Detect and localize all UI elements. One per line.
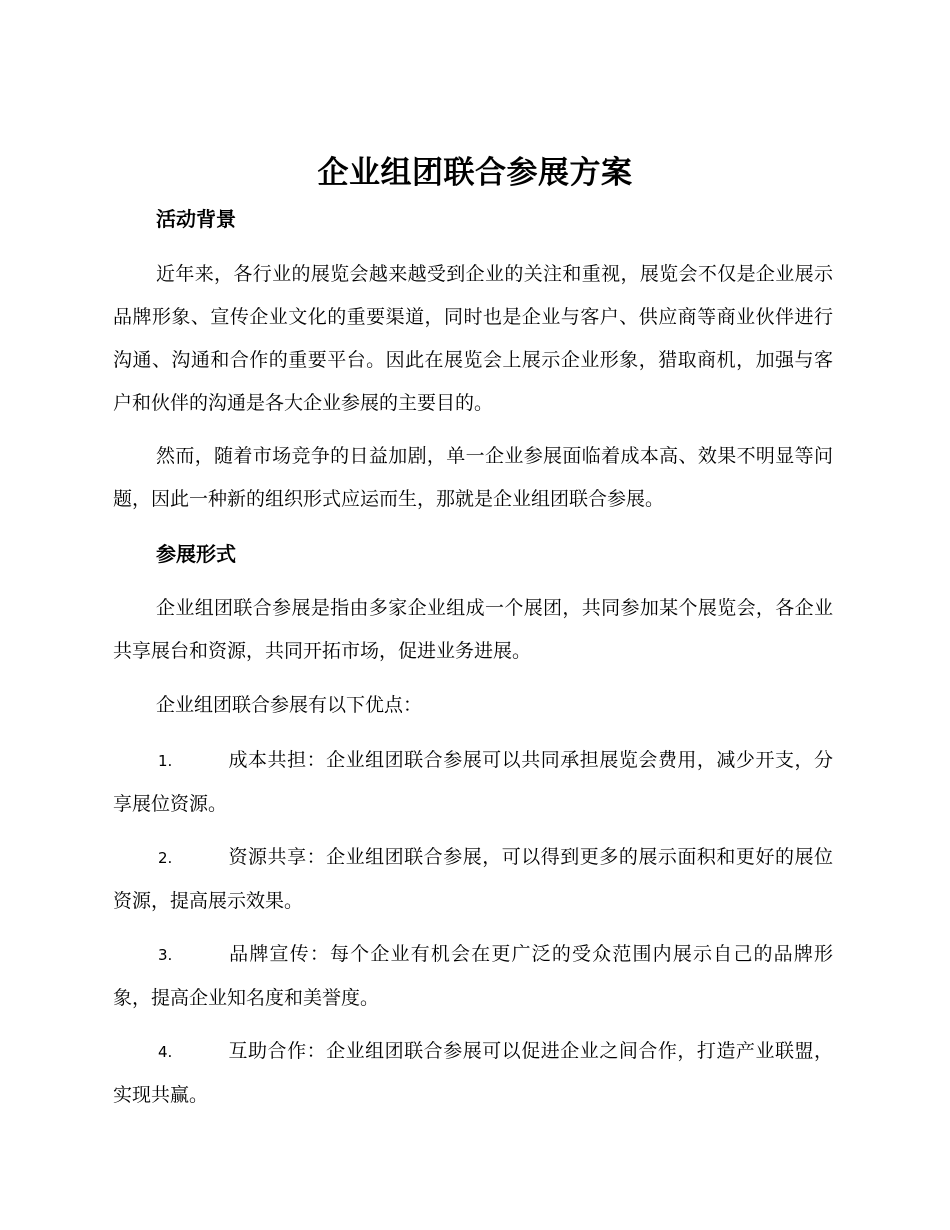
list-item-number: 3.	[158, 946, 173, 964]
paragraph-background-1: 近年来，各行业的展览会越来越受到企业的关注和重视，展览会不仅是企业展示品牌形象、宣传企业文化的重要渠道，同时也是企业与客户、供应商等商业伙伴进行沟通、沟通和合作的重要平台。因此在展览会上展示企业形象，猎取商机，加强与客户和伙伴的沟通是各大企业参展的主要目的。	[113, 263, 833, 414]
document-title: 企业组团联合参展方案	[317, 155, 633, 191]
list-item-number: 2.	[158, 849, 173, 867]
list-item-text: 互助合作：企业组团联合参展可以促进企业之间合作，打造产业联盟，实现共赢。	[113, 1040, 833, 1106]
list-item-number: 1.	[158, 752, 173, 770]
list-item-text: 成本共担：企业组团联合参展可以共同承担展览会费用，减少开支，分享展位资源。	[113, 749, 833, 815]
paragraph-format-1: 企业组团联合参展是指由多家企业组成一个展团，共同参加某个展览会，各企业共享展台和资源，共同开拓市场，促进业务进展。	[113, 597, 833, 662]
list-item-text: 资源共享：企业组团联合参展，可以得到更多的展示面积和更好的展位资源，提高展示效果。	[113, 846, 833, 912]
list-item-number: 4.	[158, 1043, 173, 1061]
paragraph-background-2: 然而，随着市场竞争的日益加剧，单一企业参展面临着成本高、效果不明显等问题，因此一种新的组织形式应运而生，那就是企业组团联合参展。	[113, 445, 833, 510]
paragraph-format-2: 企业组团联合参展有以下优点：	[156, 694, 423, 716]
section-heading-format: 参展形式	[156, 542, 236, 566]
list-item	[113, 739, 833, 826]
list-item-text: 品牌宣传：每个企业有机会在更广泛的受众范围内展示自己的品牌形象，提高企业知名度和美誉度。	[113, 943, 833, 1009]
list-item	[113, 933, 833, 1020]
list-item	[113, 836, 833, 923]
list-item	[113, 1030, 833, 1117]
section-heading-background: 活动背景	[156, 207, 236, 231]
